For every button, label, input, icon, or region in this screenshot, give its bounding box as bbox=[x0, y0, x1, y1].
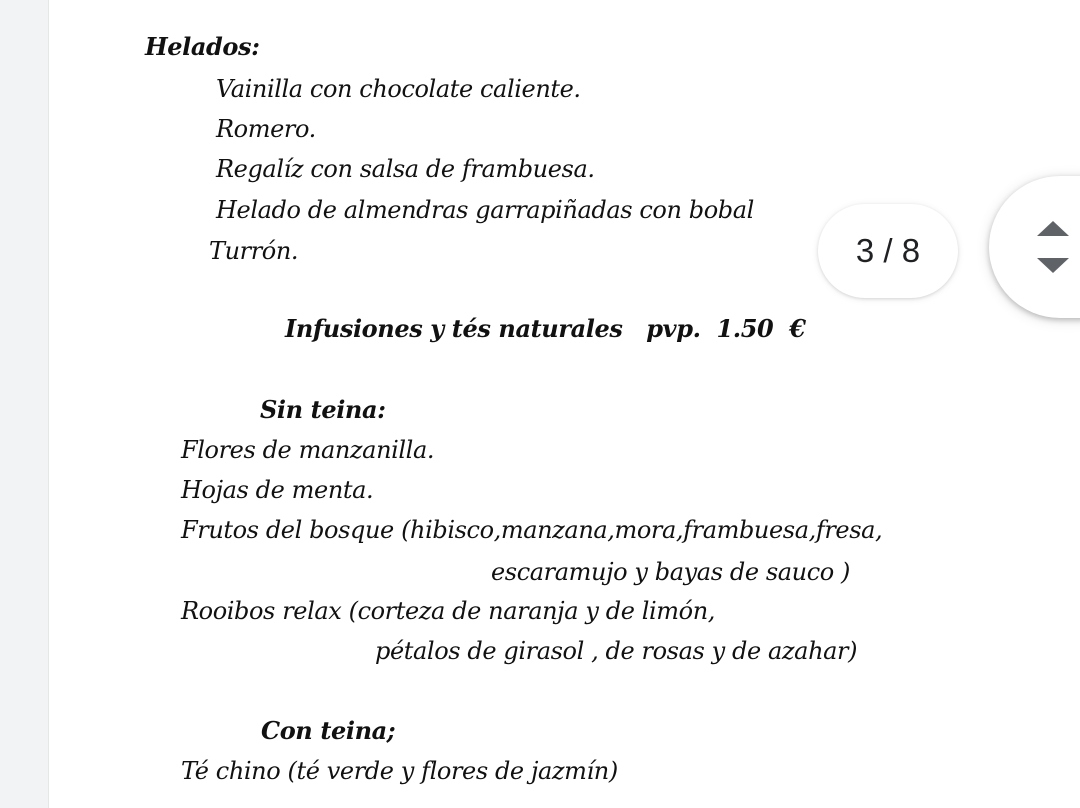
con-teina-item: Té chino (té verde y flores de jazmín) bbox=[181, 757, 618, 785]
infusiones-heading: Infusiones y tés naturales pvp. 1.50 € bbox=[285, 314, 806, 343]
page-counter-text: 3 / 8 bbox=[855, 232, 921, 269]
page-counter bbox=[818, 204, 958, 298]
sin-teina-item: Rooibos relax (corteza de naranja y de limón, bbox=[181, 597, 715, 625]
con-teina-heading: Con teina; bbox=[261, 716, 396, 745]
sin-teina-item: Hojas de menta. bbox=[181, 476, 374, 504]
helados-item: Helado de almendras garrapiñadas con bobal bbox=[216, 196, 754, 224]
triangle-down-icon[interactable] bbox=[1037, 258, 1069, 273]
sin-teina-item-continuation: escaramujo y bayas de sauco ) bbox=[491, 558, 851, 586]
helados-item: Vainilla con chocolate caliente. bbox=[216, 75, 581, 103]
helados-item: Turrón. bbox=[209, 237, 299, 265]
triangle-up-icon[interactable] bbox=[1037, 221, 1069, 236]
sin-teina-item: Frutos del bosque (hibisco,manzana,mora,frambuesa,fresa, bbox=[181, 516, 883, 544]
sin-teina-item: Flores de manzanilla. bbox=[181, 436, 435, 464]
helados-heading: Helados: bbox=[145, 32, 260, 61]
helados-item: Regalíz con salsa de frambuesa. bbox=[216, 155, 595, 183]
document-page bbox=[49, 0, 1080, 808]
helados-item: Romero. bbox=[216, 115, 316, 143]
sin-teina-heading: Sin teina: bbox=[260, 395, 386, 424]
left-gutter bbox=[0, 0, 49, 808]
sin-teina-item-continuation: pétalos de girasol , de rosas y de azahar) bbox=[375, 637, 858, 665]
